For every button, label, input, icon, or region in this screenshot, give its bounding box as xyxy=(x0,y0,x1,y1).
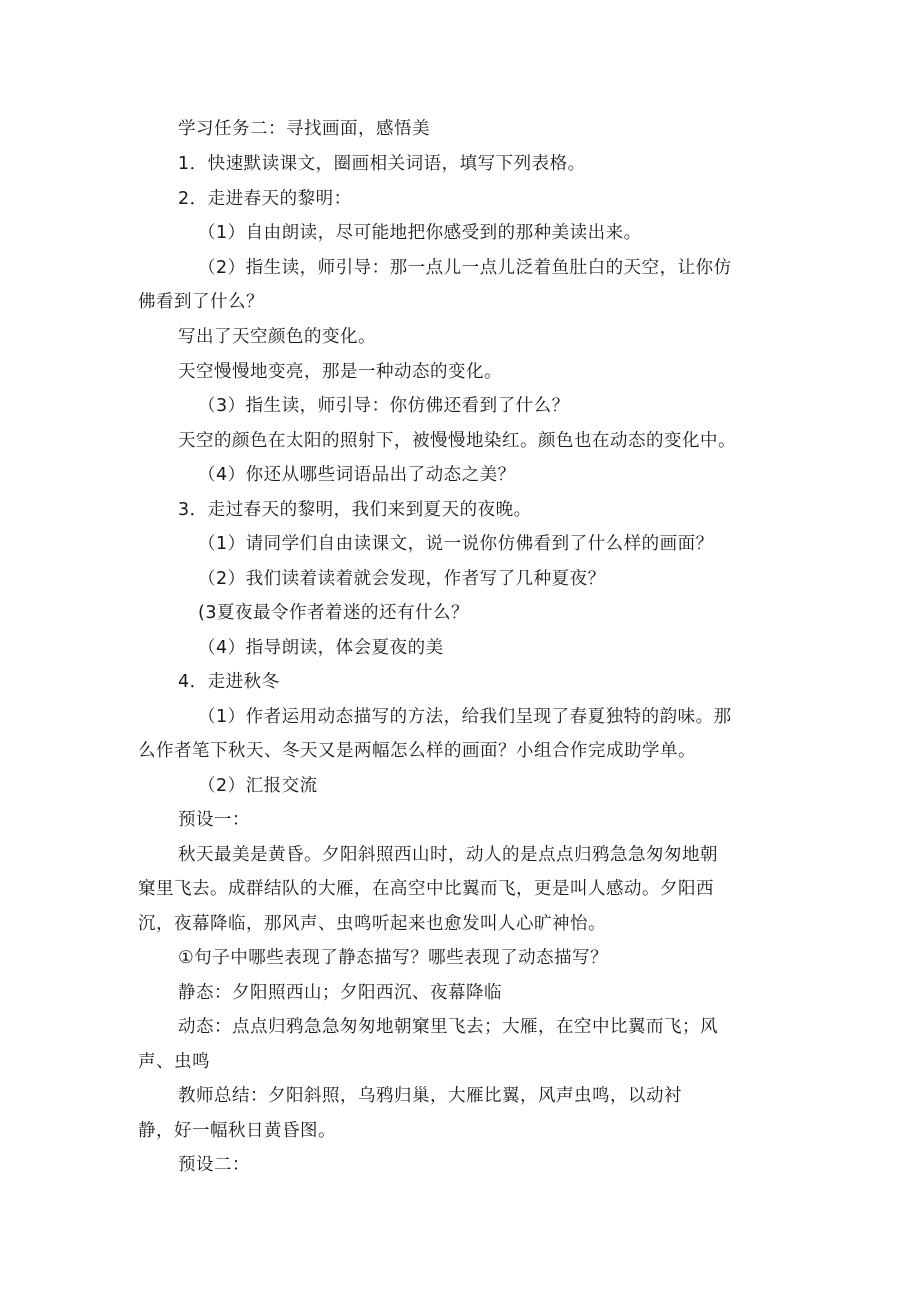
paragraph: 秋天最美是黄昏。夕阳斜照西山时，动人的是点点归鸦急急匆匆地朝 xyxy=(178,845,718,865)
paragraph: 声、虫鸣 xyxy=(138,1052,210,1072)
step-1: 1．快速默读课文，圈画相关词语，填写下列表格。 xyxy=(178,154,586,174)
step-2-item-2-cont: 佛看到了什么？ xyxy=(138,292,264,312)
paragraph: 窠里飞去。成群结队的大雁，在高空中比翼而飞，更是叫人感动。夕阳西 xyxy=(138,879,714,899)
paragraph: 动态：点点归鸦急急匆匆地朝窠里飞去；大雁，在空中比翼而飞；风 xyxy=(178,1017,718,1037)
step-4-item-2: （2）汇报交流 xyxy=(198,776,318,796)
step-3: 3．走过春天的黎明，我们来到夏天的夜晚。 xyxy=(178,500,532,520)
question: ①句子中哪些表现了静态描写？哪些表现了动态描写？ xyxy=(178,948,609,968)
step-3-item-2: （2）我们读着读着就会发现，作者写了几种夏夜？ xyxy=(198,569,606,589)
step-3-item-3: (3夏夜最令作者着迷的还有什么？ xyxy=(198,603,469,623)
paragraph: 天空慢慢地变亮，那是一种动态的变化。 xyxy=(178,362,502,382)
paragraph: 静态：夕阳照西山；夕阳西沉、夜幕降临 xyxy=(178,983,502,1003)
step-4: 4．走进秋冬 xyxy=(178,672,280,692)
paragraph: 教师总结：夕阳斜照，乌鸦归巢，大雁比翼，风声虫鸣，以动衬 xyxy=(178,1086,682,1106)
paragraph: 静，好一幅秋日黄昏图。 xyxy=(138,1121,336,1141)
step-3-item-1: （1）请同学们自由读课文，说一说你仿佛看到了什么样的画面？ xyxy=(198,534,714,554)
step-2-item-1: （1）自由朗读，尽可能地把你感受到的那种美读出来。 xyxy=(198,223,642,243)
step-3-item-4: （4）指导朗读，体会夏夜的美 xyxy=(198,638,444,658)
task-heading: 学习任务二：寻找画面，感悟美 xyxy=(178,119,430,139)
step-2-item-3: （3）指生读，师引导：你仿佛还看到了什么？ xyxy=(198,396,570,416)
preset-2-label: 预设二： xyxy=(178,1155,250,1175)
step-2-item-2: （2）指生读，师引导：那一点儿一点儿泛着鱼肚白的天空，让你仿 xyxy=(198,258,732,278)
preset-1-label: 预设一： xyxy=(178,810,250,830)
paragraph: 沉，夜幕降临，那风声、虫鸣听起来也愈发叫人心旷神怡。 xyxy=(138,914,606,934)
step-2: 2．走进春天的黎明： xyxy=(178,189,352,209)
paragraph: 写出了天空颜色的变化。 xyxy=(178,327,376,347)
paragraph: 天空的颜色在太阳的照射下，被慢慢地染红。颜色也在动态的变化中。 xyxy=(178,431,736,451)
step-2-item-4: （4）你还从哪些词语品出了动态之美？ xyxy=(198,465,516,485)
step-4-item-1-cont: 么作者笔下秋天、冬天又是两幅怎么样的画面？小组合作完成助学单。 xyxy=(138,741,696,761)
step-4-item-1: （1）作者运用动态描写的方法，给我们呈现了春夏独特的韵味。那 xyxy=(198,707,732,727)
